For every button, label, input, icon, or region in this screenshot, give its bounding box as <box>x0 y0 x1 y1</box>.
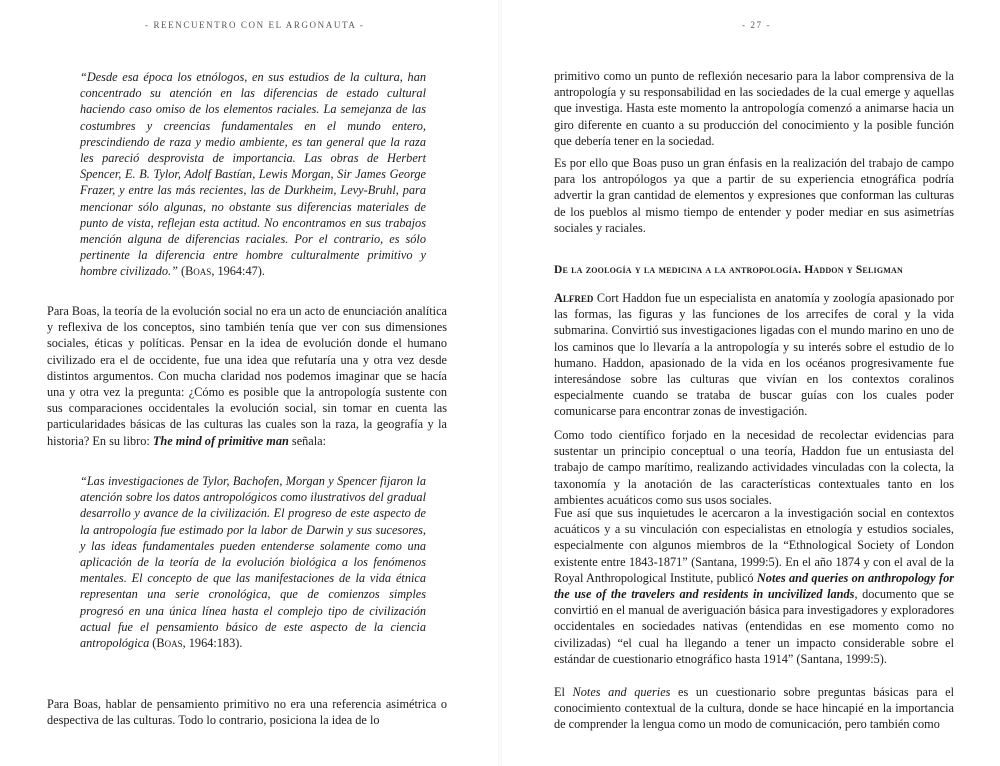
citation-author: Boas <box>156 636 183 651</box>
quote-citation: (Boas, 1964:183). <box>149 636 243 651</box>
block-quote-boas-1964-47 <box>80 69 426 280</box>
book-title: The mind of primitive man <box>152 433 289 448</box>
body-paragraph: Alfred Cort Haddon fue un especialista en anatomía y zoología apasionado por las formas, las figuras y las funciones de los arrecifes de coral y la vida submarina. Convirtió sus investigaciones ligadas con el mundo marino en uno de los caminos que lo llevaría a la antropología y su interés sobre el estudio de lo humano. Haddon, apasionado de la vida en los océanos progresivamente fue interesándose sobre las culturas que vivían en los contextos coralinos especialmente cuando se trataba de buscar guías con los cuales poder comunicarse para encontrar zonas de investigación. <box>554 291 954 419</box>
body-paragraph: Para Boas, hablar de pensamiento primitivo no era una referencia asimétrica o despectiva de las culturas. Todo lo contrario, posiciona la idea de lo <box>47 697 447 728</box>
page-number: - 27 - <box>742 20 772 30</box>
lead-word: Alfred <box>554 291 594 305</box>
section-heading: De la zoología y la medicina a la antropología. Haddon y Seligman <box>554 264 903 276</box>
book-title: Notes and queries on anthropology for the use of the travelers and residents in uncivilized lands <box>554 570 954 602</box>
body-paragraph: Fue así que sus inquietudes le acercaron a la investigación social en contextos acuáticos y a su vinculación con especialistas en etnología y estudios sociales, especialmente con algunos miembros de la “Ethnological Society of London existente entre 1843-1871” (Santana, 1999:5). En el año 1874 y con el aval de la Royal Anthropological Institute, publicó Notes and queries on anthropology for the use of the travelers and residents in uncivilized lands, documento que se convirtió en el manual de averiguación básica para investigadores y exploradores occidentales en sociedades nativas (entendidas en ese momento como no civilizadas) “el cual ha llegando a tener un impacto considerable sobre el estándar de cuestionario etnográfico hasta 1914” (Santana, 1999:5). <box>554 506 955 666</box>
body-paragraph: Es por ello que Boas puso un gran énfasis en la realización del trabajo de campo para los antropólogos ya que a partir de su experiencia etnográfica podría advertir la gran cantidad de elementos y expresiones que conforman las culturas de los pueblos al mismo tiempo de entender y poder mediar en sus asimetrías sociales y raciales. <box>554 156 954 235</box>
citation-author: Boas <box>185 264 212 279</box>
body-paragraph: primitivo como un punto de reflexión necesario para la labor comprensiva de la antropología y su responsabilidad en las sociedades de la cual emerge y aquellas que investiga. Hasta este momento la antropología comenzó a animarse hacia un giro diferente en cuanto a su producción del conocimiento y la posible función que debería tener en la sociedad. <box>554 69 954 148</box>
quote-text: “Desde esa época los etnólogos, en sus estudios de la cultura, han concentrado su atención en las diferencias de estado cultural haciendo caso omiso de los elementos raciales. La semejanza de las costumbres y creencias fundamentales en el mundo entero, prescindiendo de raza y medio ambiente, es tan general que la raza les pareció desprovista de importancia. Las obras de Herbert Spencer, E. B. Tylor, Adolf Bastían, Lewis Morgan, Sir James George Frazer, y entre las más recientes, las de Durkheim, Levy-Bruhl, para mencionar sólo algunas, no obstante sus diferencias materiales de punto de vista, reflejan esta actitud. No encontramos en sus trabajos mención alguna de diferencias raciales. Por el contrario, es sólo pertinente la diferencia entre hombre culturalmente primitivo y hombre civilizado.” <box>80 70 426 279</box>
quote-text: “Las investigaciones de Tylor, Bachofen, Morgan y Spencer fijaron la atención sobre los datos antropológicos como ilustrativos del gradual desarrollo y avance de la civilización. El progreso de este aspecto de la antropología fue estimado por la labor de Darwin y sus sucesores, y las ideas fundamentales pueden entenderse solamente como una aplicación de la teoría de la evolución biológica a los fenómenos mentales. El concepto de que las manifestaciones de la vida étnica representan una serie cronológica, que de comienzos simples progresó en una única línea hasta el complejo tipo de civilización actual fue el pensamiento básico de este aspecto de la ciencia antropológica <box>80 474 426 651</box>
body-paragraph: Para Boas, la teoría de la evolución social no era un acto de enunciación analítica y reflexiva de los conceptos, sino también tenía que ver con sus dimensiones sociales, éticas y políticas. Pensar en la idea de evolución donde el humano civilizado era el de occidente, fue una idea que refutaría una y otra vez desde distintos argumentos. Con mucha claridad nos podemos imaginar que se hacía una y otra vez la pregunta: ¿Cómo es posible que la antropología sustente con sus comparaciones occidentales la evolución social, sin tomar en cuenta las particularidades básicas de las culturas las cuales son la raza, la geografía y la historia? En su libro: The mind of primitive man señala: <box>47 304 447 448</box>
body-paragraph: El Notes and queries es un cuestionario sobre preguntas básicas para el conocimiento contextual de la cultura, donde se hace hincapié en la importancia de comprender la lengua como un modo de comunicación, pero también como <box>554 685 954 732</box>
right-page <box>500 0 1000 766</box>
quote-citation: (Boas, 1964:47). <box>177 264 265 279</box>
block-quote-boas-1964-183 <box>80 473 426 651</box>
running-head: - REENCUENTRO CON EL ARGONAUTA - <box>145 20 365 30</box>
body-paragraph: Como todo científico forjado en la necesidad de recolectar evidencias para sustentar un principio conceptual o una teoría, Haddon fue un entusiasta del trabajo de campo marítimo, realizando actividades vinculadas con la colecta, la taxonomía y la anotación de las características contextuales tanto en los ambientes acuáticos como sus usos sociales. <box>554 428 954 507</box>
book-title: Notes and queries <box>572 685 671 699</box>
